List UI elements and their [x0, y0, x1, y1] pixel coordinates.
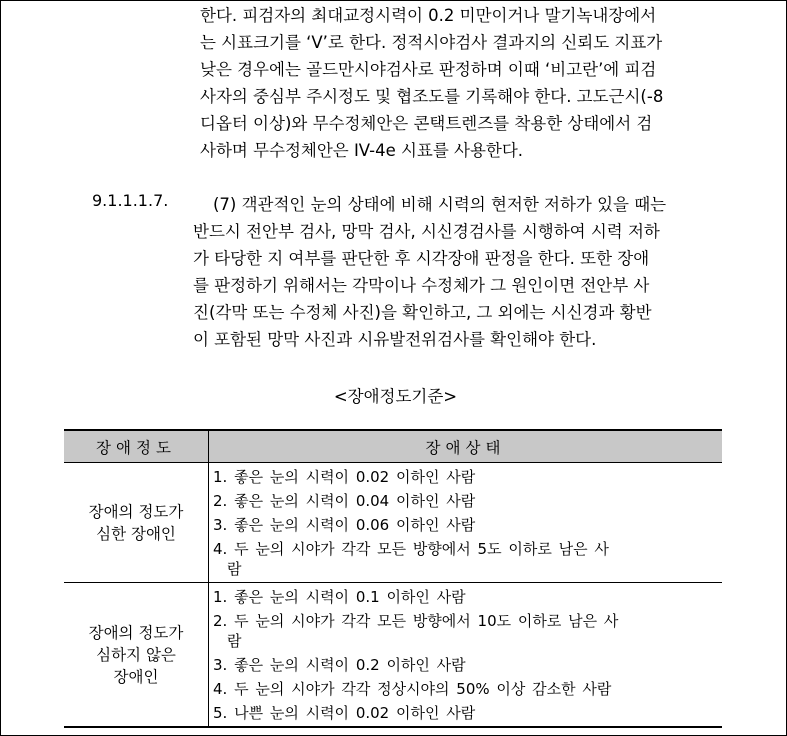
grade-line: 장애인: [113, 667, 159, 686]
header-disability-grade: 장애정도: [64, 430, 209, 463]
condition-text: 2. 좋은 눈의 시력이 0.04 이하인 사람: [213, 492, 476, 510]
condition-text: 4. 두 눈의 시야가 각각 정상시야의 50% 이상 감소한 사람: [213, 680, 612, 698]
condition-text: 1. 좋은 눈의 시력이 0.02 이하인 사람: [213, 468, 476, 486]
table-row-mild: [64, 583, 722, 728]
condition-text-continuation: 람: [227, 560, 242, 578]
condition-item: [213, 513, 722, 537]
condition-text: 3. 좋은 눈의 시력이 0.2 이하인 사람: [213, 656, 466, 674]
grade-cell: [64, 583, 209, 728]
condition-cell: [209, 583, 723, 728]
paragraph-line: 는 시표크기를 ‘V’로 한다. 정적시야검사 결과지의 신뢰도 지표가: [200, 33, 663, 52]
section-number: 9.1.1.1.7.: [92, 191, 169, 210]
condition-cell: [209, 463, 723, 583]
header-disability-condition: 장애상태: [209, 430, 723, 463]
paragraph-line: 한다. 피검자의 최대교정시력이 0.2 미만이거나 말기녹내장에서: [200, 6, 657, 25]
grade-line: 장애의 정도가: [88, 623, 184, 642]
paragraph-line: (7) 객관적인 눈의 상태에 비해 시력의 현저한 저하가 있을 때는: [213, 195, 667, 214]
grade-line: 장애의 정도가: [88, 502, 184, 521]
condition-item: [213, 677, 722, 701]
paragraph-visual-field-test: [200, 2, 663, 164]
paragraph-line: 낮은 경우에는 골드만시야검사로 판정하며 이때 ‘비고란’에 피검: [200, 60, 657, 79]
grade-line: 심한 장애인: [96, 524, 176, 543]
condition-item: [213, 585, 722, 609]
paragraph-line: 가 타당한 지 여부를 판단한 후 시각장애 판정을 한다. 또한 장애: [193, 249, 650, 268]
paragraph-line: 반드시 전안부 검사, 망막 검사, 시신경검사를 시행하여 시력 저하: [193, 222, 660, 241]
paragraph-line: 사자의 중심부 주시정도 및 협조도를 기록해야 한다. 고도근시(-8: [200, 87, 664, 106]
condition-item: [213, 609, 722, 653]
condition-text: 1. 좋은 눈의 시력이 0.1 이하인 사람: [213, 588, 466, 606]
condition-text: 4. 두 눈의 시야가 각각 모든 방향에서 5도 이하로 남은 사: [213, 540, 609, 558]
table-row-severe: [64, 463, 722, 583]
table-caption: [0, 383, 787, 407]
condition-item: [213, 465, 722, 489]
paragraph-objective-eye-state: [193, 191, 666, 353]
paragraph-line: 를 판정하기 위해서는 각막이나 수정체가 그 원인이면 전안부 사: [193, 276, 650, 295]
condition-item: [213, 537, 722, 581]
condition-text-continuation: 람: [227, 632, 242, 650]
paragraph-line: 이 포함된 망막 사진과 시유발전위검사를 확인해야 한다.: [193, 330, 597, 349]
table-caption-text: <장애정도기준>: [333, 387, 458, 406]
condition-text: 2. 두 눈의 시야가 각각 모든 방향에서 10도 이하로 남은 사: [213, 612, 619, 630]
paragraph-line: 진(각막 또는 수정체 사진)을 확인하고, 그 외에는 시신경과 황반: [193, 303, 652, 322]
paragraph-line: 사하며 무수정체안은 IV-4e 시표를 사용한다.: [200, 141, 524, 160]
grade-line: 심하지 않은: [96, 645, 176, 664]
condition-item: [213, 653, 722, 677]
condition-text: 3. 좋은 눈의 시력이 0.06 이하인 사람: [213, 516, 476, 534]
grade-cell: [64, 463, 209, 583]
paragraph-line: 디옵터 이상)와 무수정체안은 콘택트렌즈를 착용한 상태에서 검: [200, 114, 653, 133]
disability-criteria-table: [64, 429, 722, 728]
condition-item: [213, 489, 722, 513]
condition-text: 5. 나쁜 눈의 시력이 0.02 이하인 사람: [213, 704, 476, 722]
table-header-row: [64, 430, 722, 463]
condition-item: [213, 701, 722, 725]
